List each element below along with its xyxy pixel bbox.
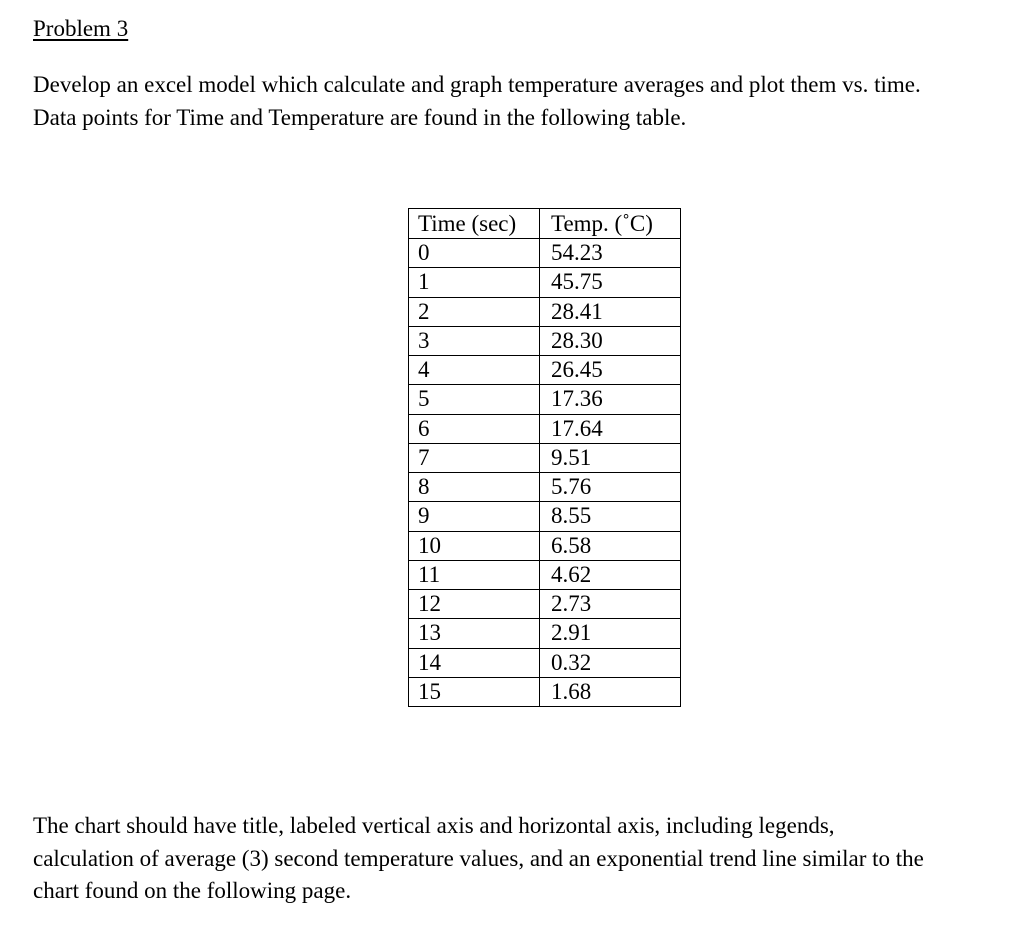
intro-line: Data points for Time and Temperature are found in the following table. <box>33 104 687 130</box>
closing-paragraph <box>33 810 1003 908</box>
time-cell: 8 <box>409 473 540 502</box>
table-row <box>409 268 681 297</box>
table-row <box>409 677 681 706</box>
table-row <box>409 414 681 443</box>
time-cell: 7 <box>409 443 540 472</box>
closing-line: calculation of average (3) second temperature values, and an exponential trend line similar to the <box>33 845 924 871</box>
time-cell: 5 <box>409 385 540 414</box>
time-cell: 10 <box>409 531 540 560</box>
time-cell: 13 <box>409 619 540 648</box>
table-header-row <box>409 209 681 239</box>
intro-paragraph <box>33 69 1003 134</box>
time-cell: 1 <box>409 268 540 297</box>
temp-cell: 17.36 <box>540 385 681 414</box>
temp-cell: 2.91 <box>540 619 681 648</box>
temp-cell: 2.73 <box>540 590 681 619</box>
temp-cell: 4.62 <box>540 560 681 589</box>
temp-cell: 45.75 <box>540 268 681 297</box>
table-row <box>409 385 681 414</box>
table-row <box>409 239 681 268</box>
time-cell: 9 <box>409 502 540 531</box>
time-cell: 6 <box>409 414 540 443</box>
problem-heading: Problem 3 <box>33 16 129 41</box>
temp-cell: 17.64 <box>540 414 681 443</box>
temp-cell: 6.58 <box>540 531 681 560</box>
table-row <box>409 356 681 385</box>
time-cell: 14 <box>409 648 540 677</box>
time-cell: 3 <box>409 326 540 355</box>
table-row <box>409 326 681 355</box>
temp-cell: 0.32 <box>540 648 681 677</box>
table-row <box>409 473 681 502</box>
column-header-time: Time (sec) <box>409 209 540 239</box>
temp-cell: 28.41 <box>540 297 681 326</box>
intro-line: Develop an excel model which calculate and graph temperature averages and plot them vs. time. <box>33 72 921 97</box>
table-row <box>409 502 681 531</box>
table-row <box>409 443 681 472</box>
temp-cell: 8.55 <box>540 502 681 531</box>
table-row <box>409 560 681 589</box>
table-row <box>409 297 681 326</box>
closing-line: The chart should have title, labeled vertical axis and horizontal axis, including legends, <box>33 813 835 838</box>
time-cell: 0 <box>409 239 540 268</box>
table-row <box>409 648 681 677</box>
table-row <box>409 619 681 648</box>
time-cell: 12 <box>409 590 540 619</box>
temp-cell: 9.51 <box>540 443 681 472</box>
time-cell: 11 <box>409 560 540 589</box>
temp-cell: 1.68 <box>540 677 681 706</box>
table-row <box>409 531 681 560</box>
time-cell: 4 <box>409 356 540 385</box>
temp-cell: 28.30 <box>540 326 681 355</box>
time-cell: 15 <box>409 677 540 706</box>
time-cell: 2 <box>409 297 540 326</box>
time-temperature-table <box>408 208 681 707</box>
table-row <box>409 590 681 619</box>
column-header-temp: Temp. (˚C) <box>540 209 681 239</box>
closing-line: chart found on the following page. <box>33 878 352 903</box>
temp-cell: 5.76 <box>540 473 681 502</box>
temp-cell: 26.45 <box>540 356 681 385</box>
temp-cell: 54.23 <box>540 239 681 268</box>
